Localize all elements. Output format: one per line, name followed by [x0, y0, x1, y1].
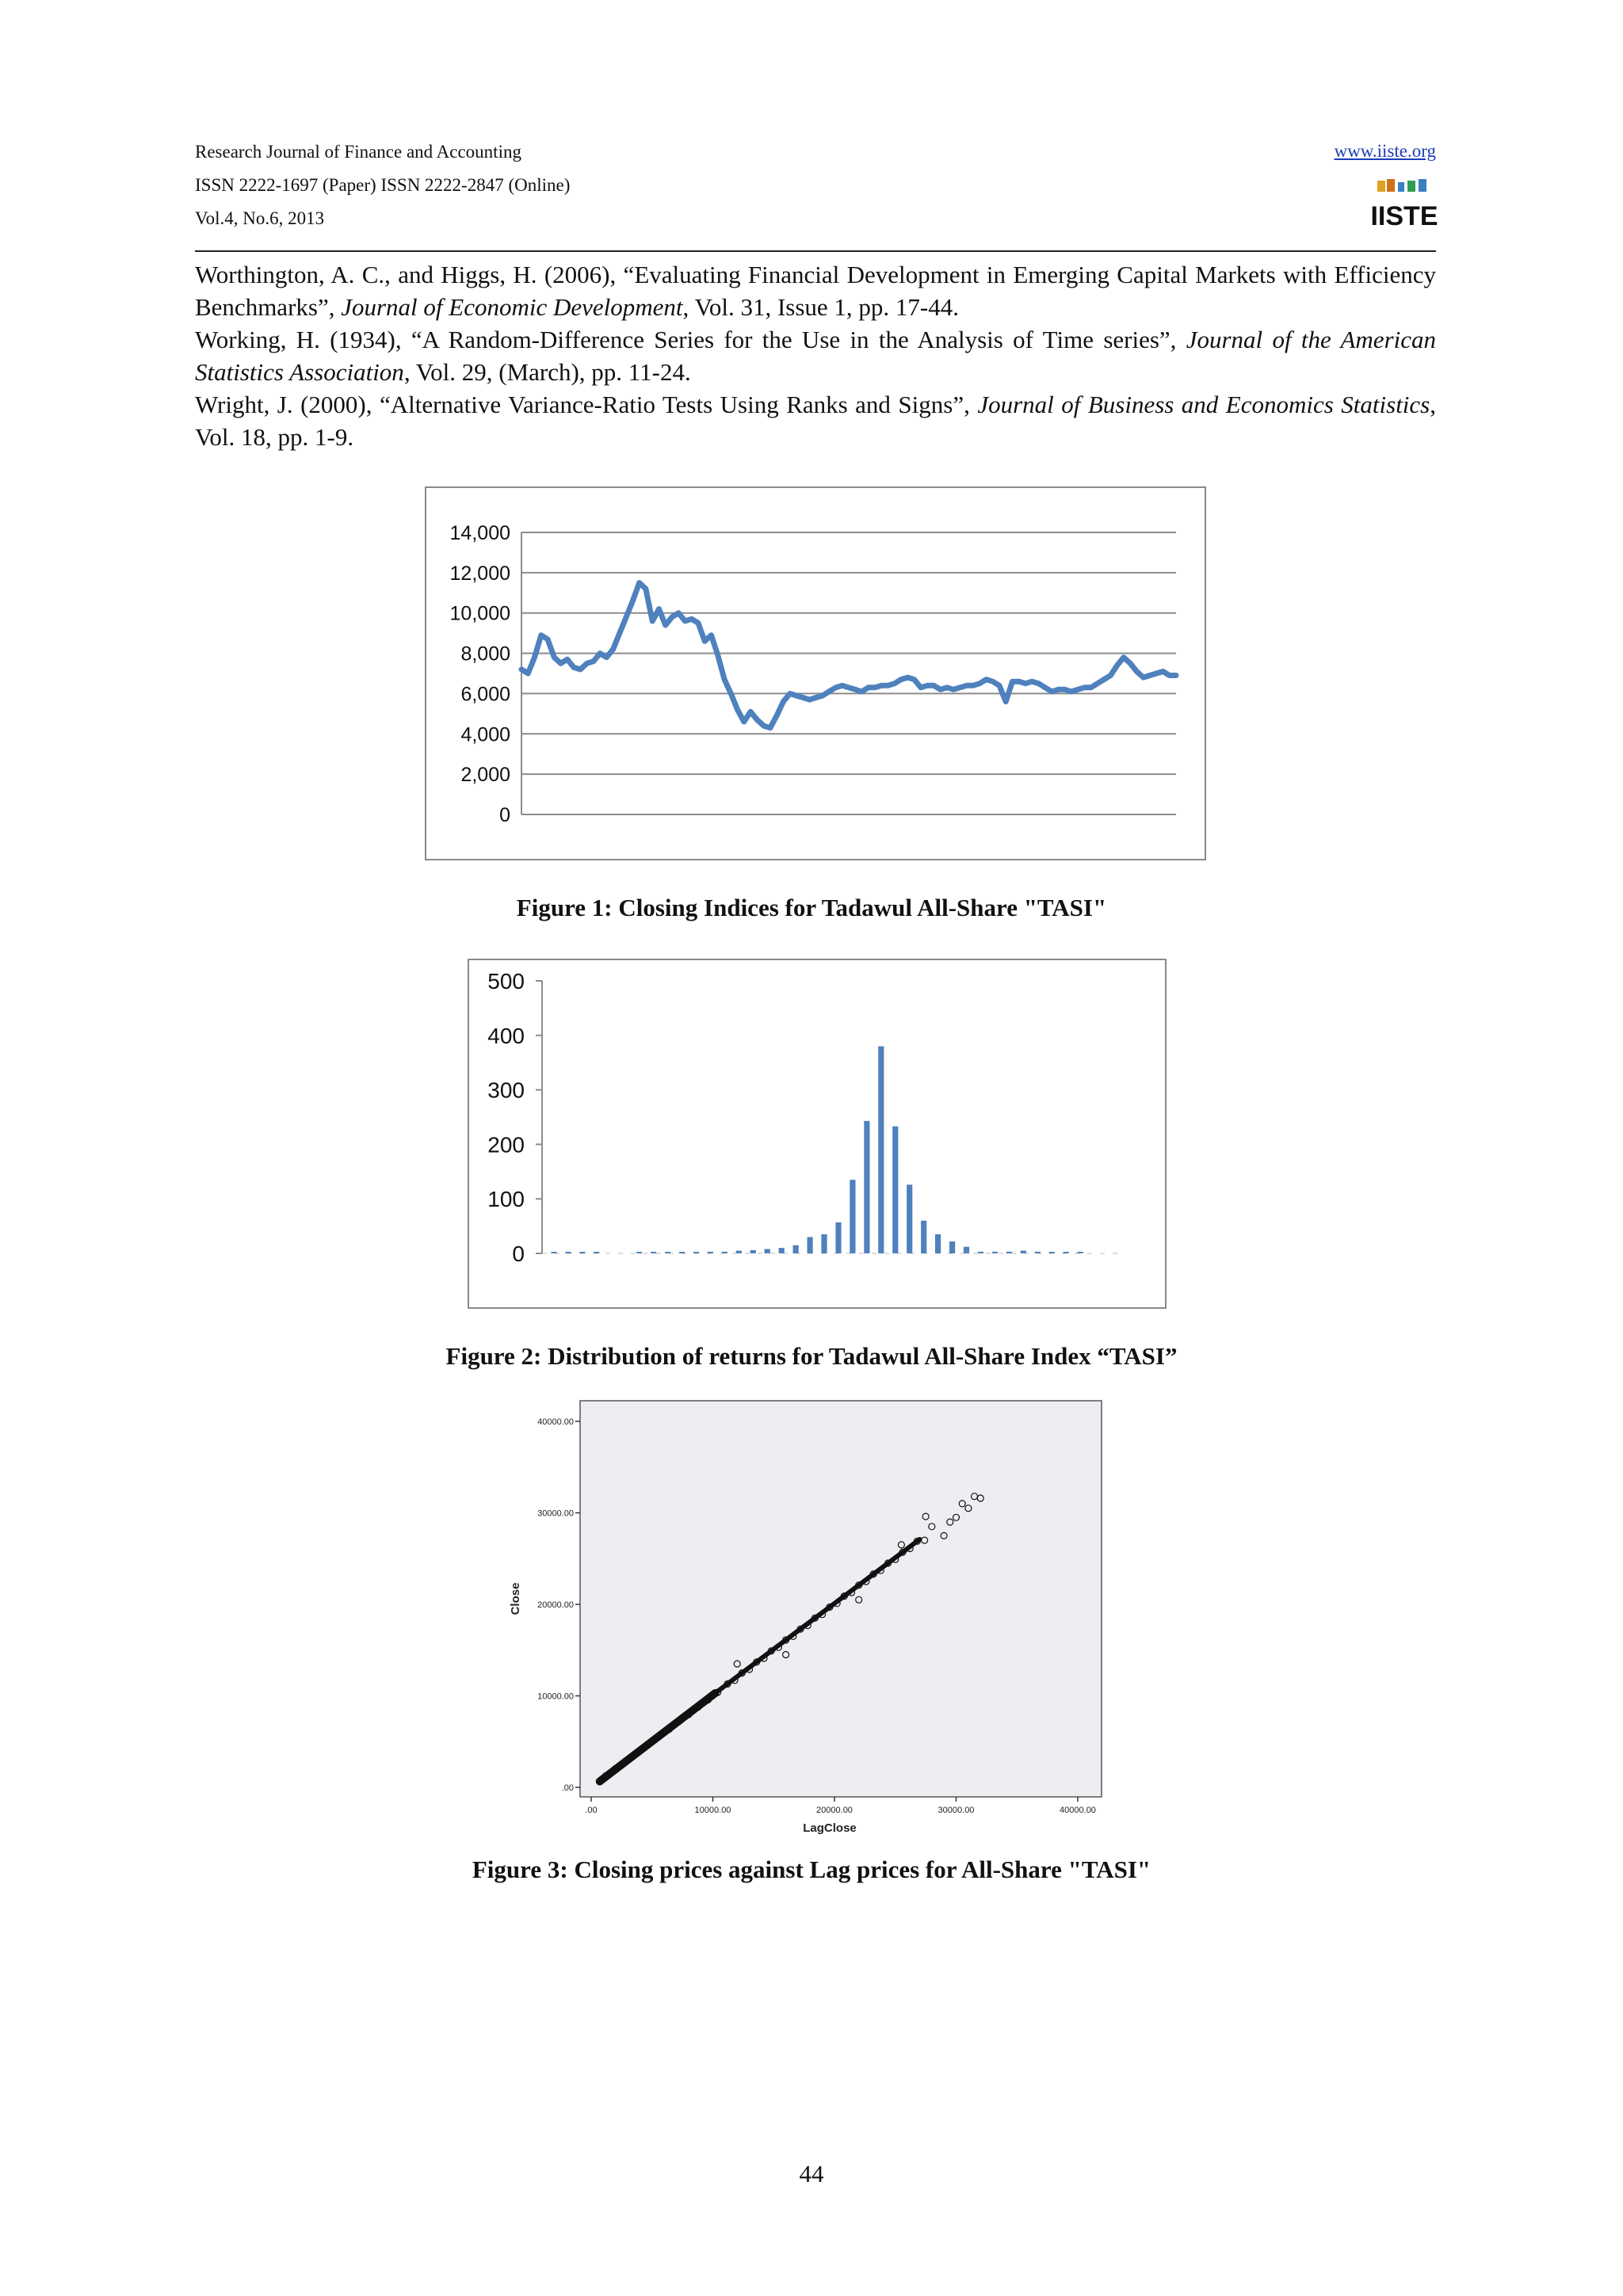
- histogram-bar: [949, 1241, 955, 1253]
- y-tick-label: 8,000: [460, 643, 510, 666]
- y-tick-label: 20000.00: [537, 1600, 574, 1610]
- figure-1-svg: [426, 488, 1205, 859]
- page-number: 44: [799, 2160, 824, 2187]
- y-tick-label: 40000.00: [537, 1417, 574, 1427]
- histogram-bar: [765, 1249, 770, 1254]
- figure-1-caption: Figure 1: Closing Indices for Tadawul All-Share "TASI": [516, 894, 1107, 921]
- histogram-bar: [978, 1252, 983, 1253]
- histogram-bar: [921, 1221, 926, 1253]
- references: [195, 258, 1436, 453]
- histogram-bar: [636, 1252, 642, 1253]
- histogram-bar: [594, 1252, 599, 1253]
- volume-line: Vol.4, No.6, 2013: [195, 208, 325, 228]
- histogram-bar: [864, 1121, 869, 1253]
- histogram-bar: [808, 1237, 813, 1253]
- histogram-bar: [1021, 1251, 1026, 1253]
- histogram-bar: [665, 1252, 670, 1253]
- figure-2-svg: [469, 960, 1165, 1307]
- y-tick-label: 10000.00: [537, 1691, 574, 1702]
- journal-title: Research Journal of Finance and Accounting: [195, 142, 521, 162]
- y-tick-label: 200: [487, 1132, 525, 1158]
- y-tick-label: 100: [487, 1187, 525, 1212]
- histogram-bar: [1049, 1252, 1055, 1253]
- histogram-bar: [878, 1047, 884, 1253]
- figure-2-caption: Figure 2: Distribution of returns for Tadawul All-Share Index “TASI”: [445, 1342, 1178, 1370]
- histogram-bar: [835, 1222, 841, 1253]
- iiste-logo: [1370, 176, 1438, 233]
- y-tick-label: 300: [487, 1077, 525, 1103]
- histogram-bar: [651, 1252, 656, 1253]
- histogram-bar: [821, 1234, 827, 1253]
- header-rule: [195, 250, 1436, 252]
- figure-3-svg: [491, 1398, 1109, 1849]
- histogram-bar: [579, 1252, 585, 1253]
- figure-3-caption: Figure 3: Closing prices against Lag prices for All-Share "TASI": [472, 1855, 1151, 1883]
- y-tick-label: 10,000: [449, 602, 510, 625]
- histogram-bar: [935, 1234, 941, 1253]
- y-axis-label: Close: [509, 1582, 522, 1615]
- histogram-bar: [693, 1252, 699, 1253]
- histogram-bar: [1006, 1252, 1012, 1253]
- y-tick-label: 14,000: [449, 522, 510, 544]
- y-tick-label: 400: [487, 1023, 525, 1048]
- histogram-bar: [992, 1252, 998, 1253]
- y-tick-label: 500: [487, 969, 525, 994]
- reference-item: Wright, J. (2000), “Alternative Variance-Ratio Tests Using Ranks and Signs”, Journal of Business and Economics Statistics, Vol. 18, pp. 1-9.: [195, 391, 1436, 451]
- histogram-bar: [964, 1247, 969, 1253]
- histogram-bar: [750, 1250, 756, 1253]
- figure-3-chart: [491, 1398, 1109, 1849]
- histogram-bar: [708, 1252, 713, 1253]
- histogram-bar: [850, 1180, 855, 1253]
- reference-item: Worthington, A. C., and Higgs, H. (2006), “Evaluating Financial Development in Emerging Capital Markets with Efficiency Benchmarks”, Journal of Economic Development, Vol. 31, Issue 1, pp. 17-44.: [195, 261, 1436, 321]
- y-tick-label: 30000.00: [537, 1508, 574, 1519]
- x-tick-label: .00: [585, 1806, 598, 1815]
- y-tick-label: 4,000: [460, 723, 510, 746]
- y-tick-label: .00: [561, 1783, 574, 1793]
- x-axis-label: LagClose: [803, 1821, 857, 1835]
- histogram-bar: [1035, 1252, 1041, 1253]
- figure-2-chart: [468, 959, 1167, 1309]
- figure-1-chart: [425, 486, 1206, 860]
- logo-icon: [1370, 176, 1438, 233]
- y-tick-label: 0: [499, 804, 510, 826]
- histogram-bar: [679, 1252, 685, 1253]
- histogram-bar: [565, 1252, 571, 1253]
- x-tick-label: 20000.00: [816, 1806, 853, 1815]
- histogram-bar: [551, 1252, 556, 1253]
- y-tick-label: 0: [512, 1241, 525, 1266]
- histogram-bar: [907, 1184, 912, 1253]
- y-tick-label: 2,000: [460, 764, 510, 787]
- histogram-bar: [736, 1251, 742, 1253]
- series-line: [521, 583, 1176, 728]
- x-tick-label: 10000.00: [694, 1806, 731, 1815]
- histogram-bar: [793, 1245, 799, 1253]
- x-tick-label: 40000.00: [1060, 1806, 1096, 1815]
- reference-item: Working, H. (1934), “A Random-Difference Series for the Use in the Analysis of Time series”, Journal of the American Statistics Association, Vol. 29, (March), pp. 11-24.: [195, 326, 1436, 386]
- x-tick-label: 30000.00: [938, 1806, 975, 1815]
- issn-line: ISSN 2222-1697 (Paper) ISSN 2222-2847 (Online): [195, 175, 571, 195]
- histogram-bar: [1078, 1252, 1083, 1253]
- histogram-bar: [892, 1127, 898, 1253]
- histogram-bar: [722, 1252, 727, 1253]
- y-tick-label: 12,000: [449, 562, 510, 585]
- website-link[interactable]: www.iiste.org: [1334, 141, 1436, 161]
- histogram-bar: [1064, 1252, 1069, 1253]
- histogram-bar: [779, 1248, 785, 1253]
- logo-text: IISTE: [1370, 201, 1438, 231]
- y-tick-label: 6,000: [460, 683, 510, 706]
